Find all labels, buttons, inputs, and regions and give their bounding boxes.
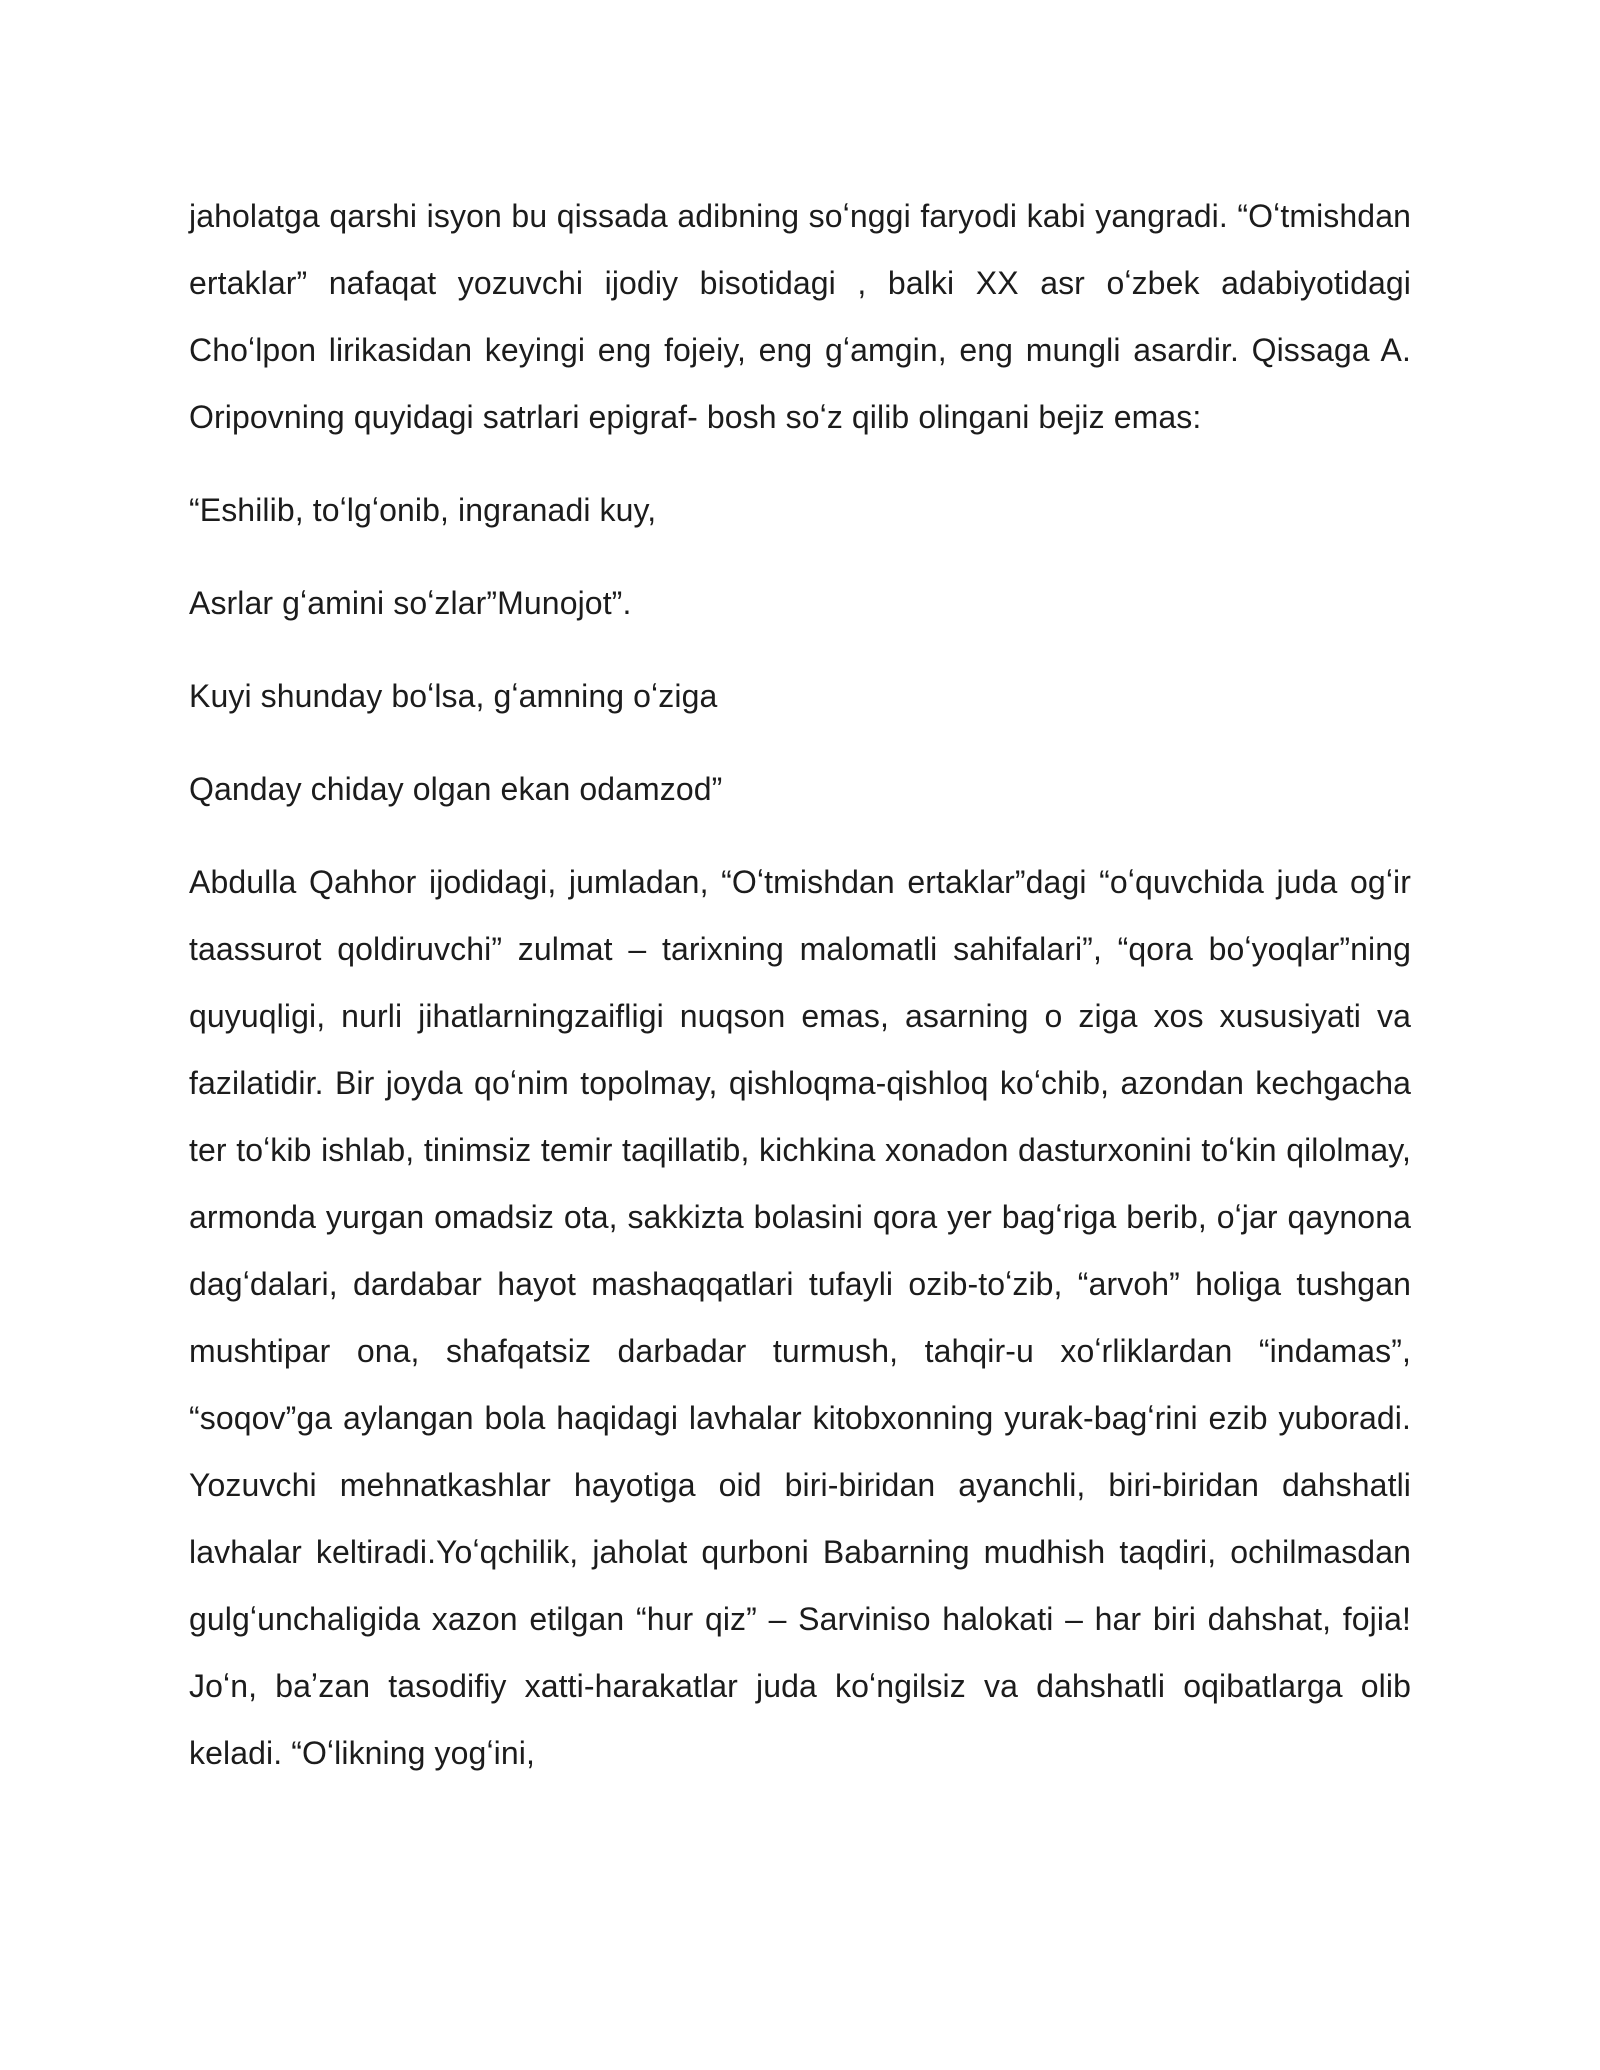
verse-line-4: Qanday chiday olgan ekan odamzod”: [189, 771, 723, 807]
paragraph-spacing: [189, 451, 1411, 477]
paragraph-intro: jaholatga qarshi isyon bu qissada adibning soʻnggi faryodi kabi yangradi. “Oʻtmishdan ertaklar” nafaqat yozuvchi ijodiy bisotidagi , balki XX asr oʻzbek adabiyotidagi Choʻlpon lirikasidan keyingi eng fojeiy, eng gʻamgin, eng mungli asardir. Qissaga A. Oripovning quyidagi satrlari epigraf- bosh soʻz qilib olingani bejiz emas:: [189, 198, 1411, 435]
paragraph-spacing: [189, 823, 1411, 849]
document-body: [189, 183, 1411, 1787]
paragraph-main: Abdulla Qahhor ijodidagi, jumladan, “Oʻtmishdan ertaklar”dagi “oʻquvchida juda ogʻir taassurot qoldiruvchi” zulmat – tarixning malomatli sahifalari”, “qora boʻyoqlar”ning quyuqligi, nurli jihatlarningzaifligi nuqson emas, asarning o ziga xos xususiyati va fazilatidir. Bir joyda qoʻnim topolmay, qishloqma-qishloq koʻchib, azondan kechgacha ter toʻkib ishlab, tinimsiz temir taqillatib, kichkina xonadon dasturxonini toʻkin qilolmay, armonda yurgan omadsiz ota, sakkizta bolasini qora yer bagʻriga berib, oʻjar qaynona dagʻdalari, dardabar hayot mashaqqatlari tufayli ozib-toʻzib, “arvoh” holiga tushgan mushtipar ona, shafqatsiz darbadar turmush, tahqir-u xoʻrliklardan “indamas”, “soqov”ga aylangan bola haqidagi lavhalar kitobxonning yurak-bagʻrini ezib yuboradi. Yozuvchi mehnatkashlar hayotiga oid biri-biridan ayanchli, biri-biridan dahshatli lavhalar keltiradi.Yoʻqchilik, jaholat qurboni Babarning mudhish taqdiri, ochilmasdan gulgʻunchaligida xazon etilgan “hur qiz” – Sarviniso halokati – har biri dahshat, fojia! Joʻn, baʼzan tasodifiy xatti-harakatlar juda koʻngilsiz va dahshatli oqibatlarga olib keladi. “Oʻlikning yogʻini,: [189, 864, 1411, 1771]
verse-line-2: Asrlar gʻamini soʻzlar”Munojot”.: [189, 585, 632, 621]
paragraph-spacing: [189, 637, 1411, 663]
verse-line-3: Kuyi shunday boʻlsa, gʻamning oʻziga: [189, 678, 718, 714]
paragraph-spacing: [189, 544, 1411, 570]
paragraph-spacing: [189, 730, 1411, 756]
verse-line-1: “Eshilib, toʻlgʻonib, ingranadi kuy,: [189, 492, 657, 528]
